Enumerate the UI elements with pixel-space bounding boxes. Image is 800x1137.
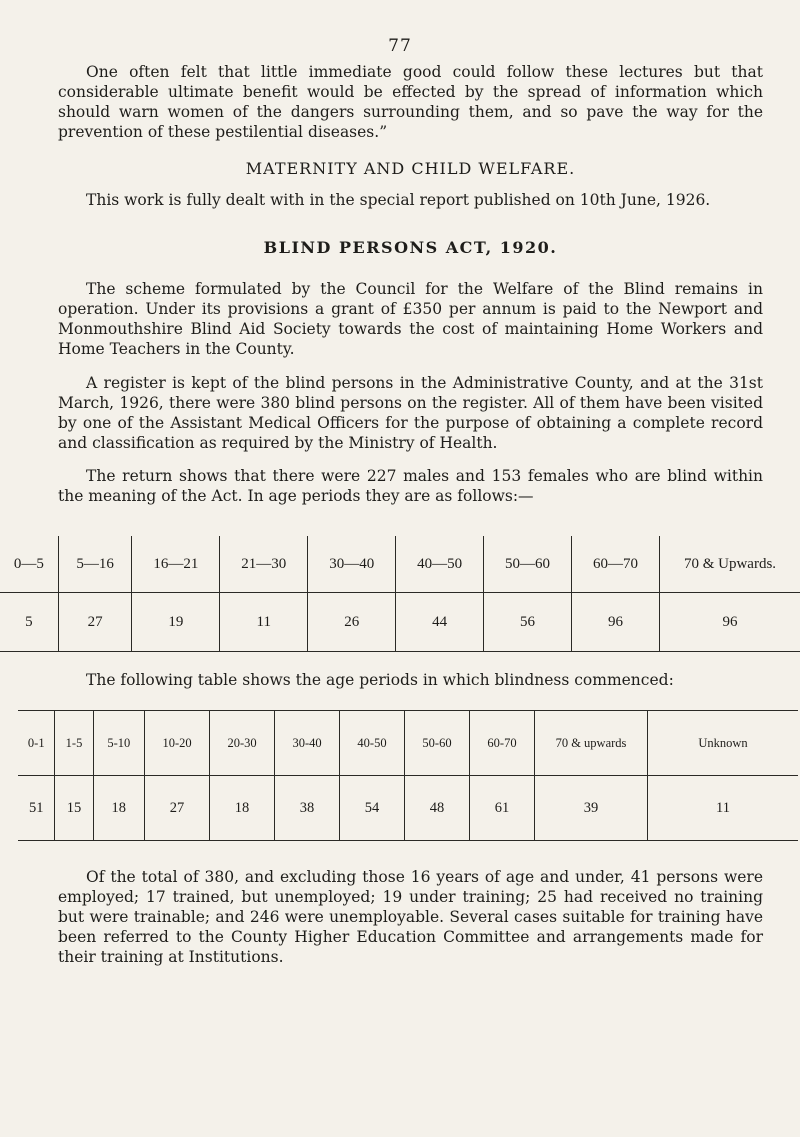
table-cell: 39 — [535, 776, 648, 841]
table-header-cell: 0-1 — [18, 711, 55, 776]
table-cell: 96 — [572, 593, 660, 652]
table-header-cell: 40-50 — [340, 711, 405, 776]
table-row — [0, 536, 800, 593]
table-header-cell: 50—60 — [484, 536, 572, 593]
table-header-cell: Unknown — [648, 711, 799, 776]
table-header-cell: 60-70 — [469, 711, 534, 776]
table-cell: 11 — [648, 776, 799, 841]
table-cell: 61 — [469, 776, 534, 841]
table-row — [18, 776, 798, 841]
blind-return-paragraph: The return shows that there were 227 males and 153 females who are blind within the meaning of the Act. In age periods they are as follows:— — [58, 467, 763, 505]
table-header-cell: 30—40 — [308, 536, 396, 593]
table-header-cell: 10-20 — [145, 711, 210, 776]
table-header-cell: 5-10 — [93, 711, 145, 776]
table-cell: 15 — [55, 776, 93, 841]
table-header-cell: 50-60 — [405, 711, 470, 776]
table-header-cell: 20-30 — [210, 711, 275, 776]
table-header-cell: 30-40 — [275, 711, 340, 776]
blind-register-paragraph: A register is kept of the blind persons in the Administrative County, and at the 31st March, 1926, there were 380 blind persons on the register. All of them have been visited by one of the Assistant Medical Officers for the purpose of obtaining a complete record and classification as required by the Ministry of Health. — [58, 374, 763, 452]
table-header-cell: 0—5 — [0, 536, 58, 593]
intro-paragraph: One often felt that little immediate good could follow these lectures but that considerable ultimate benefit would be effected by the spread of information which should warn women of the dangers surrounding them, and so pave the way for the prevention of these pestilential diseases.” — [58, 63, 763, 141]
table-cell: 5 — [0, 593, 58, 652]
maternity-paragraph: This work is fully dealt with in the special report published on 10th June, 1926. — [86, 191, 711, 209]
table-cell: 19 — [132, 593, 220, 652]
blind-persons-heading: BLIND PERSONS ACT, 1920. — [263, 238, 558, 257]
table-cell: 11 — [220, 593, 308, 652]
age-periods-table — [0, 536, 800, 652]
blind-scheme-paragraph: The scheme formulated by the Council for the Welfare of the Blind remains in operation. Under its provisions a grant of £350 per annum is paid to the Newport and Monmouthshire Blind Aid Society towards the cost of maintaining Home Workers and Home Teachers in the County. — [58, 280, 763, 358]
blindness-onset-table — [18, 710, 798, 841]
table-header-cell: 40—50 — [396, 536, 484, 593]
table-cell: 54 — [340, 776, 405, 841]
table-cell: 96 — [660, 593, 800, 652]
table-header-cell: 70 & upwards — [535, 711, 648, 776]
table-header-cell: 5—16 — [58, 536, 132, 593]
table-header-cell: 60—70 — [572, 536, 660, 593]
table-cell: 48 — [405, 776, 470, 841]
table-row — [0, 593, 800, 652]
table-header-cell: 16—21 — [132, 536, 220, 593]
table-cell: 51 — [18, 776, 55, 841]
page-content — [13, 62, 777, 967]
blind-onset-intro: The following table shows the age periods in which blindness commenced: — [86, 671, 674, 689]
page-number: 77 — [388, 36, 412, 56]
maternity-heading: MATERNITY AND CHILD WELFARE. — [245, 159, 576, 178]
table-cell: 18 — [93, 776, 145, 841]
table-header-cell: 1-5 — [55, 711, 93, 776]
table-cell: 27 — [145, 776, 210, 841]
table-cell: 56 — [484, 593, 572, 652]
blind-employment-paragraph: Of the total of 380, and excluding those 16 years of age and under, 41 persons were employed; 17 trained, but unemployed; 19 under training; 25 had received no training but were trainable; and 246 were unemployable. Several cases suitable for training have been referred to the County Higher Education Committee and arrangements made for their training at Institutions. — [58, 868, 763, 966]
table-cell: 26 — [308, 593, 396, 652]
table-cell: 18 — [210, 776, 275, 841]
table-header-cell: 70 & Upwards. — [660, 536, 800, 593]
table-row — [18, 711, 798, 776]
table-cell: 38 — [275, 776, 340, 841]
table-cell: 44 — [396, 593, 484, 652]
table-cell: 27 — [58, 593, 132, 652]
table-header-cell: 21—30 — [220, 536, 308, 593]
